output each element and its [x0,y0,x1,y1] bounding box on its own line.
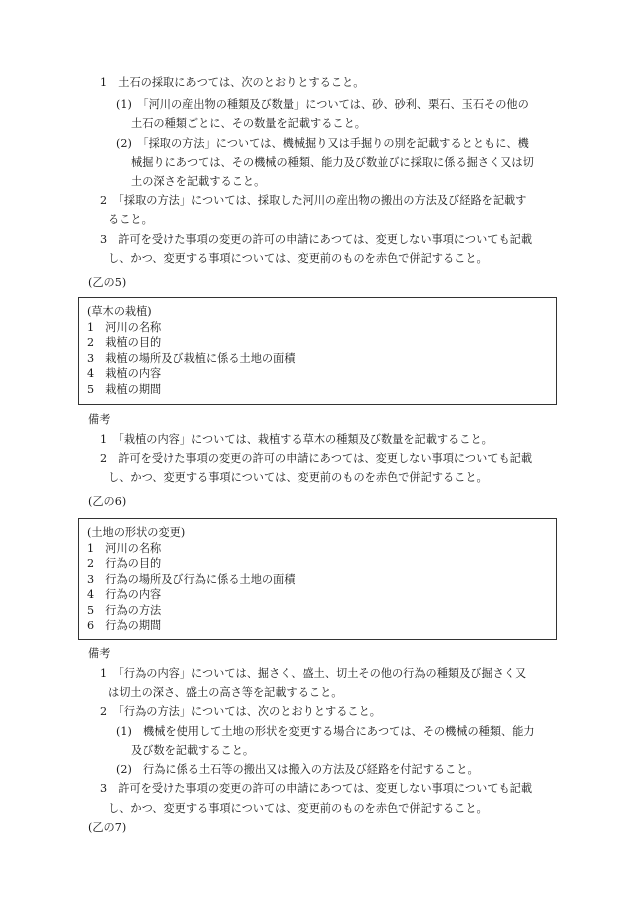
top-item-2: 2 「採取の方法」については、採取した河川の産出物の搬出の方法及び経路を記載す [100,194,527,207]
form6-box-title: (土地の形状の変更) [87,526,186,539]
form6-remark-2-sub-1-cont: 及び数を記載すること。 [131,744,255,757]
form6-remark-1: 1 「行為の内容」については、掘さく、盛土、切土その他の行為の種類及び掘さく又 [100,667,527,680]
form5-remark-2-cont: し、かつ、変更する事項については、変更前のものを赤色で併記すること。 [108,471,488,484]
form6-box-item-3: 3 行為の場所及び行為に係る土地の面積 [87,573,296,586]
top-item-1-sub-1-cont: 土石の種類ごとに、その数量を記載すること。 [131,117,366,130]
form5-box-title: (草木の栽植) [87,305,152,318]
form5-box-item-1: 1 河川の名称 [87,321,162,334]
top-item-1-sub-2: (2) 「採取の方法」については、機械掘り又は手掘りの別を記載するとともに、機 [116,137,529,150]
form7-label: (乙の7) [88,821,127,834]
form6-remark-2-sub-1: (1) 機械を使用して土地の形状を変更する場合にあつては、その機械の種類、能力 [116,725,535,738]
form5-box-item-3: 3 栽植の場所及び栽植に係る土地の面積 [87,352,296,365]
top-item-3-cont: し、かつ、変更する事項については、変更前のものを赤色で併記すること。 [108,252,488,265]
form6-box-item-1: 1 河川の名称 [87,542,162,555]
form5-box [78,297,557,405]
form6-box-item-2: 2 行為の目的 [87,557,162,570]
top-item-2-cont: ること。 [108,213,153,226]
form6-remark-2: 2 「行為の方法」については、次のとおりとすること。 [100,705,381,718]
form5-remark-1: 1 「栽植の内容」については、栽植する草木の種類及び数量を記載すること。 [100,433,493,446]
form5-remark-2: 2 許可を受けた事項の変更の許可の申請にあつては、変更しない事項についても記載 [100,452,533,465]
form5-box-item-5: 5 栽植の期間 [87,383,162,396]
top-item-3: 3 許可を受けた事項の変更の許可の申請にあつては、変更しない事項についても記載 [100,233,533,246]
form5-box-item-4: 4 栽植の内容 [87,367,162,380]
top-item-1: 1 土石の採取にあつては、次のとおりとすること。 [100,76,365,89]
form6-remark-1-cont: は切土の深さ、盛土の高さ等を記載すること。 [108,686,343,699]
form5-remarks-title: 備考 [88,413,111,426]
top-item-1-sub-2-cont-a: 械掘りにあつては、その機械の種類、能力及び数並びに採取に係る掘さく又は切 [131,156,534,169]
form6-remarks-title: 備考 [88,647,111,660]
top-item-1-sub-2-cont-b: 土の深さを記載すること。 [131,175,266,188]
form6-label: (乙の6) [88,495,127,508]
form5-label: (乙の5) [88,276,127,289]
form6-box-item-4: 4 行為の内容 [87,588,162,601]
form6-remark-3-cont: し、かつ、変更する事項については、変更前のものを赤色で併記すること。 [108,802,488,815]
form6-remark-2-sub-2: (2) 行為に係る土石等の搬出又は搬入の方法及び経路を付記すること。 [116,763,479,776]
form6-remark-3: 3 許可を受けた事項の変更の許可の申請にあつては、変更しない事項についても記載 [100,782,533,795]
top-item-1-sub-1: (1) 「河川の産出物の種類及び数量」については、砂、砂利、栗石、玉石その他の [116,98,529,111]
form6-box [78,518,557,640]
form6-box-item-5: 5 行為の方法 [87,604,162,617]
form5-box-item-2: 2 栽植の目的 [87,336,162,349]
form6-box-item-6: 6 行為の期間 [87,619,162,632]
